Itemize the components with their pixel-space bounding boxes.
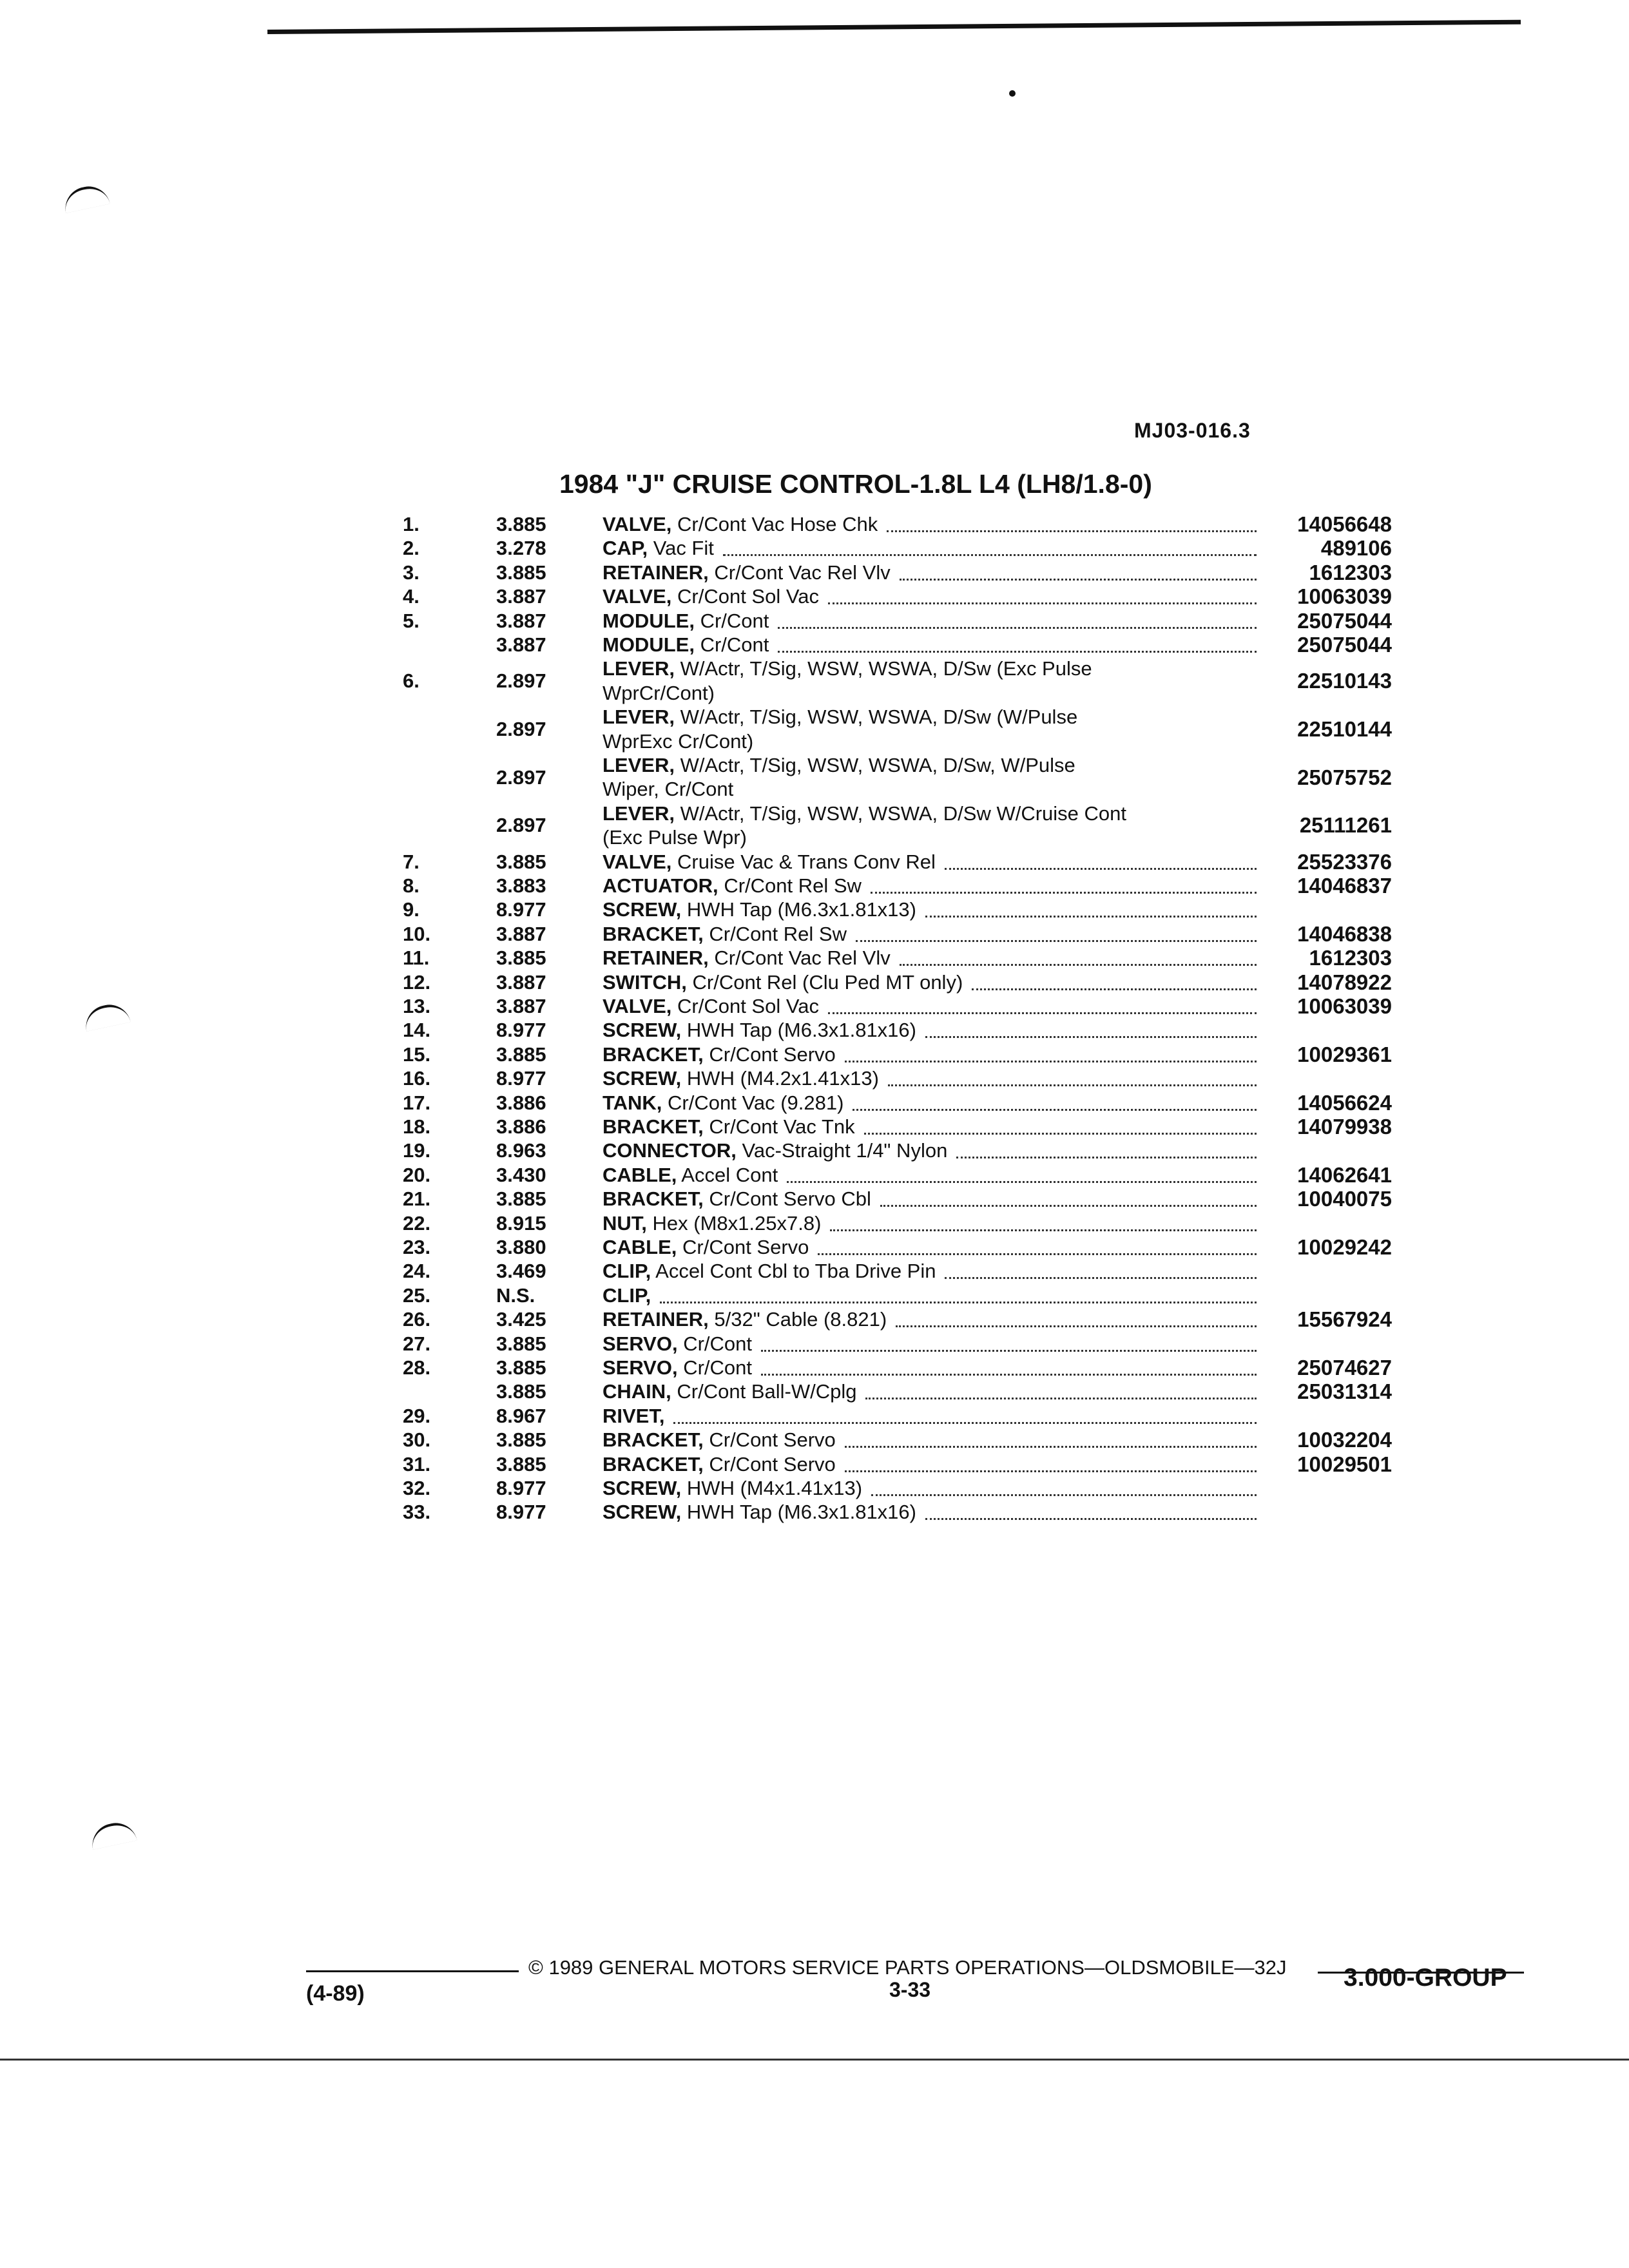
part-name: VALVE, bbox=[602, 995, 672, 1017]
group-number: 8.915 bbox=[496, 1211, 546, 1235]
part-detail: Cr/Cont bbox=[700, 633, 769, 656]
footer-copyright: © 1989 GENERAL MOTORS SERVICE PARTS OPERATIONS—OLDSMOBILE—32J bbox=[528, 1956, 1287, 1979]
part-name: SCREW, bbox=[602, 1477, 682, 1499]
leader-dots bbox=[828, 602, 1257, 604]
group-number: 3.885 bbox=[496, 947, 546, 970]
part-description bbox=[602, 754, 1253, 800]
part-number: 10063039 bbox=[1297, 994, 1392, 1018]
part-detail-continued: Wiper, Cr/Cont bbox=[602, 778, 734, 801]
part-detail: Cr/Cont Rel Sw bbox=[724, 874, 862, 897]
part-number: 10029361 bbox=[1297, 1042, 1392, 1066]
part-name: SERVO, bbox=[602, 1332, 678, 1355]
part-name: RETAINER, bbox=[602, 561, 709, 584]
group-number: 3.880 bbox=[496, 1236, 546, 1258]
part-number: 14062641 bbox=[1297, 1162, 1392, 1187]
part-name: RIVET, bbox=[602, 1404, 665, 1427]
part-detail: Cr/Cont Servo bbox=[709, 1452, 836, 1475]
leader-dots bbox=[888, 1084, 1257, 1086]
part-name: LEVER, bbox=[602, 754, 675, 776]
part-detail: Hex (M8x1.25x7.8) bbox=[652, 1211, 822, 1235]
part-number: 25075752 bbox=[1297, 765, 1392, 789]
group-number: 2.897 bbox=[496, 717, 546, 740]
item-number: 13. bbox=[403, 995, 431, 1017]
group-number: 8.977 bbox=[496, 1501, 546, 1524]
part-name: MODULE, bbox=[602, 609, 695, 632]
part-detail: Vac-Straight 1/4" Nylon bbox=[742, 1139, 948, 1162]
leader-dots bbox=[830, 1229, 1257, 1231]
leader-dots bbox=[828, 1012, 1257, 1014]
part-name: TANK, bbox=[602, 1091, 662, 1114]
part-name: SWITCH, bbox=[602, 970, 687, 994]
bottom-rule bbox=[0, 2059, 1629, 2061]
page-title: 1984 "J" CRUISE CONTROL-1.8L L4 (LH8/1.8-0) bbox=[559, 469, 1152, 499]
leader-dots bbox=[778, 627, 1257, 629]
group-number: 3.887 bbox=[496, 922, 546, 945]
part-number: 14056648 bbox=[1297, 512, 1392, 536]
part-name: LEVER, bbox=[602, 802, 675, 825]
part-number: 14046838 bbox=[1297, 921, 1392, 946]
part-detail: Cr/Cont Vac (9.281) bbox=[668, 1091, 844, 1114]
part-detail: Cruise Vac & Trans Conv Rel bbox=[677, 850, 936, 873]
group-number: 8.977 bbox=[496, 898, 546, 921]
group-number: 3.885 bbox=[496, 1356, 546, 1379]
part-number: 25074627 bbox=[1297, 1356, 1392, 1379]
leader-dots bbox=[856, 940, 1257, 942]
item-number: 1. bbox=[403, 513, 419, 535]
leader-dots bbox=[880, 1205, 1257, 1207]
part-detail: Cr/Cont Servo bbox=[682, 1236, 809, 1258]
part-name: SCREW, bbox=[602, 898, 682, 921]
part-name: BRACKET, bbox=[602, 922, 704, 945]
item-number: 15. bbox=[403, 1043, 431, 1066]
part-name: SERVO, bbox=[602, 1356, 678, 1379]
leader-dots bbox=[845, 1061, 1257, 1062]
part-detail-continued: WprExc Cr/Cont) bbox=[602, 729, 754, 753]
part-detail: Cr/Cont bbox=[700, 609, 769, 632]
part-number: 14079938 bbox=[1297, 1115, 1392, 1139]
part-detail: Cr/Cont Ball-W/Cplg bbox=[677, 1380, 857, 1403]
leader-dots bbox=[845, 1470, 1257, 1472]
top-rule bbox=[267, 20, 1521, 34]
part-name: SCREW, bbox=[602, 1501, 682, 1524]
group-number: 3.887 bbox=[496, 609, 546, 632]
leader-dots bbox=[864, 1133, 1257, 1135]
part-description bbox=[602, 803, 1253, 849]
part-detail: Cr/Cont Vac Rel Vlv bbox=[714, 561, 891, 584]
part-name: NUT, bbox=[602, 1211, 647, 1235]
leader-dots bbox=[945, 868, 1257, 870]
leader-dots bbox=[818, 1253, 1257, 1255]
leader-dots bbox=[673, 1422, 1257, 1424]
part-detail: Cr/Cont Servo bbox=[709, 1043, 836, 1066]
part-number: 15567924 bbox=[1297, 1307, 1392, 1332]
part-detail: W/Actr, T/Sig, WSW, WSWA, D/Sw (W/Pulse bbox=[680, 706, 1078, 729]
part-number: 14046837 bbox=[1297, 874, 1392, 898]
leader-dots bbox=[787, 1181, 1257, 1183]
footer-group: 3.000-GROUP bbox=[1344, 1964, 1507, 1992]
leader-dots bbox=[761, 1350, 1257, 1352]
leader-dots bbox=[723, 554, 1257, 556]
part-name: CONNECTOR, bbox=[602, 1139, 737, 1162]
item-number: 4. bbox=[403, 585, 419, 608]
leader-dots bbox=[900, 579, 1257, 581]
leader-dots bbox=[871, 1494, 1257, 1496]
item-number: 32. bbox=[403, 1477, 431, 1499]
part-name: RETAINER, bbox=[602, 947, 709, 970]
part-detail: HWH (M4.2x1.41x13) bbox=[686, 1067, 879, 1090]
item-number: 6. bbox=[403, 669, 419, 693]
group-number: 2.897 bbox=[496, 669, 546, 693]
part-detail: 5/32" Cable (8.821) bbox=[714, 1308, 887, 1331]
item-number: 26. bbox=[403, 1308, 431, 1331]
item-number: 21. bbox=[403, 1187, 431, 1211]
part-name: BRACKET, bbox=[602, 1452, 704, 1475]
part-detail: Cr/Cont Vac Rel Vlv bbox=[714, 947, 891, 970]
item-number: 31. bbox=[403, 1452, 431, 1475]
leader-dots bbox=[925, 1518, 1257, 1520]
part-number: 22510144 bbox=[1297, 716, 1392, 741]
part-number: 10032204 bbox=[1297, 1428, 1392, 1452]
part-number: 10029242 bbox=[1297, 1235, 1392, 1259]
leader-dots bbox=[853, 1109, 1257, 1111]
group-number: 3.430 bbox=[496, 1163, 546, 1186]
part-name: ACTUATOR, bbox=[602, 874, 718, 897]
part-name: BRACKET, bbox=[602, 1428, 704, 1452]
part-name: CLIP, bbox=[602, 1260, 651, 1283]
part-detail: Cr/Cont Sol Vac bbox=[677, 995, 819, 1017]
part-detail-continued: (Exc Pulse Wpr) bbox=[602, 826, 747, 849]
item-number: 29. bbox=[403, 1404, 431, 1427]
leader-dots bbox=[865, 1398, 1257, 1399]
group-number: 3.885 bbox=[496, 1380, 546, 1403]
item-number: 5. bbox=[403, 609, 419, 632]
item-number: 7. bbox=[403, 850, 419, 873]
part-number: 25075044 bbox=[1297, 633, 1392, 657]
group-number: 3.885 bbox=[496, 561, 546, 584]
part-number: 25523376 bbox=[1297, 849, 1392, 874]
leader-dots bbox=[972, 988, 1257, 990]
item-number: 27. bbox=[403, 1332, 431, 1355]
leader-dots bbox=[761, 1374, 1257, 1376]
part-number: 22510143 bbox=[1297, 669, 1392, 693]
part-number: 489106 bbox=[1320, 536, 1392, 561]
part-name: BRACKET, bbox=[602, 1115, 704, 1138]
part-detail: Cr/Cont Rel Sw bbox=[709, 922, 847, 945]
part-number: 25075044 bbox=[1297, 608, 1392, 633]
leader-dots bbox=[778, 651, 1257, 653]
item-number: 30. bbox=[403, 1428, 431, 1452]
part-number: 14078922 bbox=[1297, 970, 1392, 994]
part-description bbox=[602, 658, 1253, 704]
part-name: SCREW, bbox=[602, 1067, 682, 1090]
leader-dots bbox=[660, 1302, 1257, 1303]
group-number: 3.885 bbox=[496, 1043, 546, 1066]
part-detail: Cr/Cont bbox=[683, 1356, 753, 1379]
item-number: 22. bbox=[403, 1211, 431, 1235]
group-number: 3.887 bbox=[496, 633, 546, 656]
part-detail: HWH (M4x1.41x13) bbox=[686, 1477, 863, 1499]
footer-rule-left bbox=[306, 1970, 519, 1972]
item-number: 14. bbox=[403, 1019, 431, 1042]
item-number: 19. bbox=[403, 1139, 431, 1162]
part-detail: HWH Tap (M6.3x1.81x13) bbox=[686, 898, 916, 921]
part-name: CLIP, bbox=[602, 1283, 651, 1307]
group-number: 3.887 bbox=[496, 585, 546, 608]
leader-dots bbox=[845, 1446, 1257, 1448]
leader-dots bbox=[945, 1277, 1257, 1279]
punch-hole-mark-middle bbox=[82, 1001, 131, 1032]
group-number: 3.885 bbox=[496, 1428, 546, 1452]
part-name: CABLE, bbox=[602, 1163, 677, 1186]
leader-dots bbox=[887, 530, 1257, 532]
item-number: 11. bbox=[403, 947, 430, 970]
part-detail: Cr/Cont Servo Cbl bbox=[709, 1187, 871, 1211]
group-number: 3.885 bbox=[496, 1332, 546, 1355]
footer-date: (4-89) bbox=[306, 1981, 365, 2006]
part-name: RETAINER, bbox=[602, 1308, 709, 1331]
part-name: BRACKET, bbox=[602, 1043, 704, 1066]
part-number: 10029501 bbox=[1297, 1452, 1392, 1476]
group-number: 3.887 bbox=[496, 970, 546, 994]
punch-hole-mark-bottom bbox=[88, 1819, 137, 1850]
leader-dots bbox=[925, 1036, 1257, 1038]
part-detail: W/Actr, T/Sig, WSW, WSWA, D/Sw W/Cruise Cont bbox=[680, 802, 1126, 825]
group-number: 3.883 bbox=[496, 874, 546, 897]
part-number: 14056624 bbox=[1297, 1090, 1392, 1115]
group-number: 3.278 bbox=[496, 537, 546, 560]
part-name: MODULE, bbox=[602, 633, 695, 656]
group-number: 3.885 bbox=[496, 1187, 546, 1211]
item-number: 2. bbox=[403, 537, 419, 560]
item-number: 25. bbox=[403, 1283, 431, 1307]
item-number: 16. bbox=[403, 1067, 431, 1090]
group-number: 3.885 bbox=[496, 513, 546, 535]
group-number: 3.887 bbox=[496, 995, 546, 1017]
part-name: CAP, bbox=[602, 537, 648, 560]
item-number: 18. bbox=[403, 1115, 431, 1138]
item-number: 24. bbox=[403, 1260, 431, 1283]
group-number: 3.885 bbox=[496, 850, 546, 873]
part-name: LEVER, bbox=[602, 706, 675, 729]
part-detail: Accel Cont bbox=[681, 1163, 778, 1186]
item-number: 12. bbox=[403, 970, 431, 994]
part-name: VALVE, bbox=[602, 513, 672, 535]
item-number: 3. bbox=[403, 561, 419, 584]
part-name: VALVE, bbox=[602, 850, 672, 873]
part-detail: Cr/Cont Vac Hose Chk bbox=[677, 513, 878, 535]
part-detail: Cr/Cont Vac Tnk bbox=[709, 1115, 855, 1138]
footer-page-number: 3-33 bbox=[889, 1978, 931, 2001]
item-number: 23. bbox=[403, 1236, 431, 1258]
part-detail: W/Actr, T/Sig, WSW, WSWA, D/Sw, W/Pulse bbox=[680, 754, 1075, 776]
punch-hole-mark-top bbox=[61, 182, 110, 213]
part-number: 10040075 bbox=[1297, 1187, 1392, 1211]
leader-dots bbox=[900, 964, 1257, 966]
part-name: BRACKET, bbox=[602, 1187, 704, 1211]
part-detail: W/Actr, T/Sig, WSW, WSWA, D/Sw (Exc Pulse bbox=[680, 657, 1092, 680]
catalog-code: MJ03-016.3 bbox=[1134, 419, 1251, 442]
item-number: 17. bbox=[403, 1091, 431, 1114]
item-number: 33. bbox=[403, 1501, 431, 1524]
item-number: 28. bbox=[403, 1356, 431, 1379]
part-detail: Cr/Cont Sol Vac bbox=[677, 585, 819, 608]
part-number: 1612303 bbox=[1309, 560, 1392, 584]
part-detail: HWH Tap (M6.3x1.81x16) bbox=[686, 1501, 916, 1524]
ink-dot bbox=[1009, 90, 1016, 97]
part-detail: HWH Tap (M6.3x1.81x16) bbox=[686, 1019, 916, 1042]
group-number: 2.897 bbox=[496, 814, 546, 837]
part-name: CHAIN, bbox=[602, 1380, 671, 1403]
group-number: N.S. bbox=[496, 1283, 535, 1307]
part-number: 1612303 bbox=[1309, 946, 1392, 970]
item-number: 9. bbox=[403, 898, 419, 921]
part-description bbox=[602, 706, 1253, 752]
part-detail: Accel Cont Cbl to Tba Drive Pin bbox=[655, 1260, 936, 1283]
part-name: CABLE, bbox=[602, 1236, 677, 1258]
part-name: SCREW, bbox=[602, 1019, 682, 1042]
group-number: 8.967 bbox=[496, 1404, 546, 1427]
leader-dots bbox=[896, 1325, 1257, 1327]
part-detail: Cr/Cont Servo bbox=[709, 1428, 836, 1452]
group-number: 8.977 bbox=[496, 1019, 546, 1042]
group-number: 3.886 bbox=[496, 1115, 546, 1138]
part-detail: Vac Fit bbox=[653, 537, 714, 560]
leader-dots bbox=[956, 1157, 1257, 1158]
part-detail: Cr/Cont bbox=[683, 1332, 753, 1355]
part-number: 25111261 bbox=[1299, 813, 1392, 838]
part-number: 10063039 bbox=[1297, 584, 1392, 609]
group-number: 8.977 bbox=[496, 1477, 546, 1499]
group-number: 2.897 bbox=[496, 765, 546, 789]
group-number: 8.963 bbox=[496, 1139, 546, 1162]
part-number: 25031314 bbox=[1297, 1379, 1392, 1404]
group-number: 3.886 bbox=[496, 1091, 546, 1114]
item-number: 20. bbox=[403, 1163, 431, 1186]
leader-dots bbox=[925, 916, 1257, 918]
part-detail: Cr/Cont Rel (Clu Ped MT only) bbox=[692, 970, 963, 994]
item-number: 8. bbox=[403, 874, 419, 897]
part-detail-continued: WprCr/Cont) bbox=[602, 681, 715, 704]
item-number: 10. bbox=[403, 922, 431, 945]
group-number: 3.469 bbox=[496, 1260, 546, 1283]
part-name: VALVE, bbox=[602, 585, 672, 608]
group-number: 8.977 bbox=[496, 1067, 546, 1090]
group-number: 3.885 bbox=[496, 1452, 546, 1475]
part-name: LEVER, bbox=[602, 657, 675, 680]
group-number: 3.425 bbox=[496, 1308, 546, 1331]
leader-dots bbox=[871, 892, 1257, 894]
